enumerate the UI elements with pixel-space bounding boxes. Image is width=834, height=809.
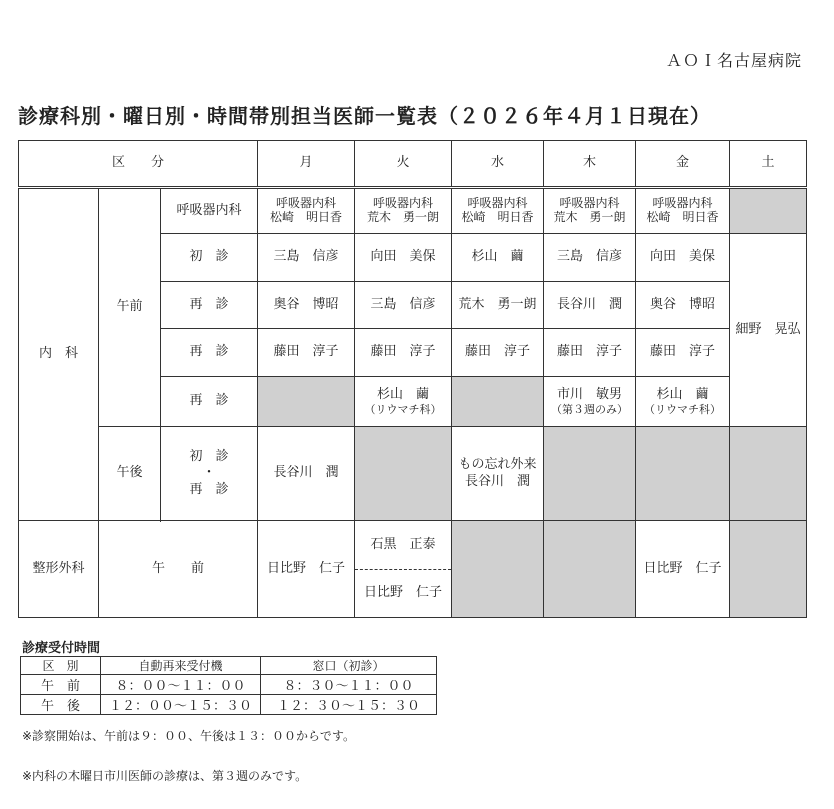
- dept-ortho: 整形外科: [19, 521, 99, 618]
- header-day-mon: 月: [258, 141, 355, 188]
- row-type: 再 診: [161, 282, 258, 329]
- cell-clinic: もの忘れ外来: [458, 457, 537, 473]
- cell-empty: [730, 427, 807, 521]
- header-day-tue: 火: [355, 141, 452, 188]
- cell-doctor: 松崎 明日香: [269, 210, 342, 224]
- page-title: 診療科別・曜日別・時間帯別担当医師一覧表（２０２６年４月１日現在）: [18, 104, 711, 128]
- cell-empty: [730, 521, 807, 618]
- cell-doctor: 松崎 明日香: [461, 210, 534, 224]
- cell-doctor: 藤田 淳子: [636, 329, 730, 377]
- cell-pulm-mon: [258, 188, 355, 234]
- cell-fri: [636, 377, 730, 427]
- cell-doctor: 藤田 淳子: [452, 329, 544, 377]
- cell-pulm-fri: [636, 188, 730, 234]
- row-type: 再 診: [161, 329, 258, 377]
- cell-split: [355, 521, 451, 617]
- cell-doctor: 奥谷 博昭: [636, 282, 730, 329]
- cell-sat-doctor: 細野 晃弘: [730, 234, 807, 427]
- hours-row: [21, 675, 437, 695]
- header-day-wed: 水: [452, 141, 544, 188]
- table-row: [19, 521, 807, 618]
- cell-doctor: 日比野 仁子: [258, 521, 355, 618]
- cell-pulm-thu: [544, 188, 636, 234]
- hours-cell: ８：００～１１：００: [101, 675, 261, 695]
- time-morning: 午 前: [99, 521, 258, 618]
- cell-note: （リウマチ科）: [644, 402, 721, 416]
- row-type-dot: ・: [202, 465, 216, 481]
- cell-doctor: 長谷川 潤: [464, 473, 530, 489]
- cell-doctor: 向田 美保: [636, 234, 730, 282]
- cell-doctor: 三島 信彦: [258, 234, 355, 282]
- cell-empty: [636, 427, 730, 521]
- hours-header: 窓口（初診）: [261, 657, 437, 675]
- hours-cell: 午 前: [21, 675, 101, 695]
- cell-empty: [452, 377, 544, 427]
- row-type-line: 初 診: [189, 449, 229, 465]
- cell-dept: 呼吸器内科: [467, 196, 528, 211]
- hours-header: 区 別: [21, 657, 101, 675]
- cell-doctor: 藤田 淳子: [355, 329, 452, 377]
- note-ichikawa: ※内科の木曜日市川医師の診療は、第３週のみです。: [22, 769, 308, 783]
- row-type-line: 再 診: [189, 481, 229, 497]
- cell-doctor: 三島 信彦: [355, 282, 452, 329]
- cell-doctor: 長谷川 潤: [544, 282, 636, 329]
- time-afternoon: 午後: [99, 427, 161, 521]
- hours-cell: １２：３０～１５：３０: [261, 695, 437, 715]
- cell-doctor: 向田 美保: [355, 234, 452, 282]
- hours-header-row: [21, 657, 437, 675]
- cell-doctor: 松崎 明日香: [646, 210, 719, 224]
- dept-internal: 内 科: [19, 188, 99, 521]
- cell-doctor: 杉山 繭: [376, 386, 429, 402]
- table-row: [19, 188, 807, 234]
- cell-thu: [544, 377, 636, 427]
- schedule-table: [18, 140, 807, 618]
- note-start-time: ※診察開始は、午前は９：００、午後は１３：００からです。: [22, 729, 355, 743]
- cell-empty: [355, 427, 452, 521]
- cell-pulm-tue: [355, 188, 452, 234]
- cell-empty: [258, 377, 355, 427]
- cell-empty: [544, 521, 636, 618]
- cell-doctor: 奥谷 博昭: [258, 282, 355, 329]
- cell-doctor: 日比野 仁子: [636, 521, 730, 618]
- cell-doctor: 三島 信彦: [544, 234, 636, 282]
- row-type: [161, 427, 258, 521]
- cell-doctor: 杉山 繭: [452, 234, 544, 282]
- cell-dept: 呼吸器内科: [275, 196, 336, 211]
- cell-empty: [730, 188, 807, 234]
- cell-doctor: 長谷川 潤: [258, 427, 355, 521]
- header-day-sat: 土: [730, 141, 807, 188]
- hours-cell: １２：００～１５：３０: [101, 695, 261, 715]
- cell-doctor: 藤田 淳子: [258, 329, 355, 377]
- cell-tue: [355, 521, 452, 618]
- row-type: 再 診: [161, 377, 258, 427]
- header-day-fri: 金: [636, 141, 730, 188]
- cell-doctor: 荒木 勇一朗: [452, 282, 544, 329]
- header-category: 区 分: [19, 141, 258, 188]
- cell-doctor: 荒木 勇一朗: [366, 210, 439, 224]
- hours-table: [20, 656, 437, 715]
- cell-doctor: 藤田 淳子: [544, 329, 636, 377]
- cell-note: （リウマチ科）: [364, 402, 442, 416]
- pulm-label: 呼吸器内科: [161, 188, 258, 234]
- table-row: [19, 427, 807, 521]
- cell-doctor: 荒木 勇一朗: [553, 210, 626, 224]
- cell-dept: 呼吸器内科: [652, 196, 713, 211]
- header-day-thu: 木: [544, 141, 636, 188]
- cell-pulm-wed: [452, 188, 544, 234]
- cell-tue: [355, 377, 452, 427]
- cell-doctor: 日比野 仁子: [363, 585, 442, 601]
- row-type: 初 診: [161, 234, 258, 282]
- hours-title: 診療受付時間: [22, 641, 101, 656]
- cell-dept: 呼吸器内科: [372, 196, 433, 211]
- hours-cell: 午 後: [21, 695, 101, 715]
- time-morning: 午前: [99, 188, 161, 427]
- cell-note: （第３週のみ）: [551, 402, 628, 416]
- cell-doctor: 市川 敏男: [556, 386, 622, 402]
- hospital-name: ＡＯＩ名古屋病院: [665, 51, 802, 70]
- hours-cell: ８：３０～１１：００: [261, 675, 437, 695]
- cell-empty: [452, 521, 544, 618]
- cell-empty: [544, 427, 636, 521]
- hours-row: [21, 695, 437, 715]
- cell-dept: 呼吸器内科: [559, 196, 620, 211]
- cell-doctor: 石黒 正泰: [355, 521, 451, 570]
- header-row: [19, 141, 807, 188]
- cell-doctor: 杉山 繭: [656, 386, 709, 402]
- cell-wed: [452, 427, 544, 521]
- hours-header: 自動再来受付機: [101, 657, 261, 675]
